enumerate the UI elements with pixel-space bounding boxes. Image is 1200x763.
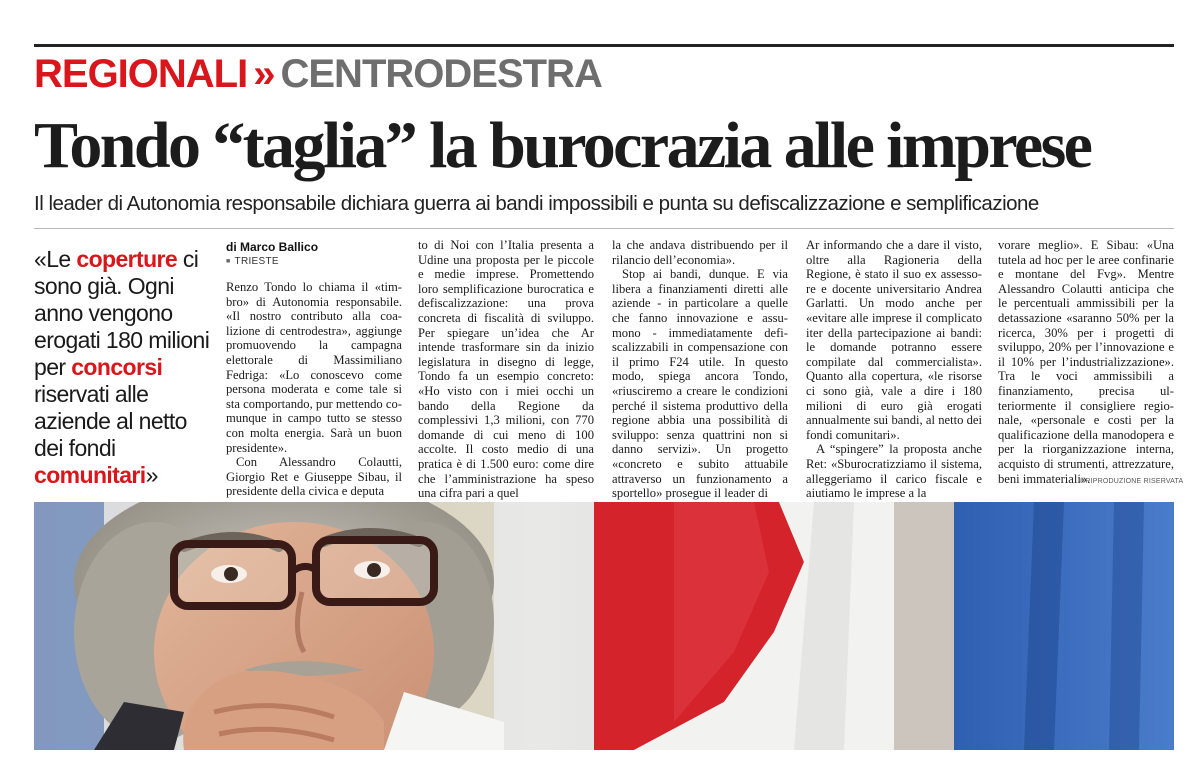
top-rule <box>34 44 1174 47</box>
paragraph: to di Noi con l’Italia presenta a Udine una proposta per le piccole e medie imprese. Promettendo loro semplificazione burocratica e defiscalizzazione: una prova concreta di fiscalità di sviluppo. Per spiegare un’idea che Ar intende trasformare sin da inizio legislatura in disegno di legge, Tondo fa un esempio concreto: «Ho visto con i miei occhi un bando della Regione da complessivi 1,3 milioni, con 770 domande di cui meno di 100 accolte. Il costo medio di una pratica è di 1.500 euro: come dire che l’amministrazione ha speso una cifra pari a quel <box>418 238 594 501</box>
pull-quote <box>34 246 214 489</box>
article-column-1 <box>226 280 402 499</box>
headline: Tondo “taglia” la burocrazia alle imprese <box>34 109 1091 182</box>
quote-highlight: comunitari <box>34 462 146 488</box>
byline: di Marco Ballico <box>226 240 319 254</box>
quote-text: » <box>145 462 158 488</box>
paragraph: Renzo Tondo lo chiama il «timbro» di Autonomia responsabile. «Il nostro contributo alla coalizione di centrodestra», aggiunge promuovendo la campagna elettorale di Massimiliano Fedriga: «Lo conoscevo come persona moderata e come tale si sta comportando, pur mettendo comunque in campo tutto se stesso con molta energia. Sarà un buon presidente». <box>226 280 402 455</box>
paragraph: A “spingere” la proposta anche Ret: «Sburocratizziamo il sistema, alleggeriamo il carico fiscale e aiutiamo le imprese a la <box>806 442 982 501</box>
paragraph: Stop ai bandi, dunque. E via libera a finanziamenti diretti alle aziende - in particolare a quelle che fanno innovazione e assumono - immediatamente defiscalizzabili in compensazione con il primo F24 utile. In questo modo, spiega ancora Tondo, «riusciremo a creare le condizioni perché il sistema produttivo della regione abbia una possibilità di sviluppo: senza quattrini non si danno servizi». Un progetto «concreto e subito attuabile attraverso un funzionamento a sportello» prosegue il leader di <box>612 267 788 501</box>
quote-text: «Le <box>34 246 77 272</box>
dateline: ■ TRIESTE <box>226 256 279 268</box>
photo-illustration <box>34 502 1174 750</box>
paragraph: Ar informando che a dare il visto, oltre alla Ragioneria della Regione, è stato il suo ex assessore e docente universitario Andrea Garlatti. Un modo anche per «evitare alle imprese il complicato iter della partecipazione ai bandi: le domande potranno essere compilate dal commercialista». Quanto alla copertura, «le risorse ci sono già, vale a dire i 180 milioni di euro già erogati annualmente sui bandi, al netto dei fondi comunitari». <box>806 238 982 442</box>
subhead-rule <box>34 228 1174 229</box>
quote-highlight: concorsi <box>71 354 163 380</box>
article-column-4 <box>806 238 982 501</box>
article-photo <box>34 502 1174 750</box>
article-column-3 <box>612 238 788 501</box>
kicker-topic: CENTRODESTRA <box>280 52 602 96</box>
quote-text: riservati alle aziende al netto dei fondi <box>34 381 187 461</box>
paragraph: la che andava distribuendo per il rilancio dell’economia». <box>612 238 788 267</box>
kicker-arrow: » <box>253 52 275 96</box>
paragraph: vorare meglio». E Sibau: «Una tutela ad hoc per le aree confinarie e montane del Fvg». Mentre Alessandro Colautti anticipa che le percentuali ammissibili per la detassazione «saranno 50% per la ricerca, 30% per i progetti di sviluppo, 20% per l’innovazione e il 10% per l’industrializzazione». Tra le voci ammissibili a finanziamento, precisa ulteriormente il consigliere regionale, «personale e costi per la qualificazione della manodopera e per la riorganizzazione interna, acquisto di strumenti, attrezzature, beni immateriali». <box>998 238 1174 486</box>
paragraph: Con Alessandro Colautti, Giorgio Ret e Giuseppe Sibau, il presidente della civica e deputa <box>226 455 402 499</box>
subheadline: Il leader di Autonomia responsabile dichiara guerra ai bandi impossibili e punta su defiscalizzazione e semplificazione <box>34 192 1039 215</box>
section-kicker <box>34 52 602 96</box>
kicker-section: REGIONALI <box>34 52 248 96</box>
article-column-2 <box>418 238 594 501</box>
article-column-5 <box>998 238 1174 486</box>
quote-text: ci sono già. Ogni anno vengono erogati 180 milioni per <box>34 246 210 380</box>
quote-highlight: coperture <box>76 246 178 272</box>
copyright-notice: ©RIPRODUZIONE RISERVATA <box>1080 478 1184 485</box>
